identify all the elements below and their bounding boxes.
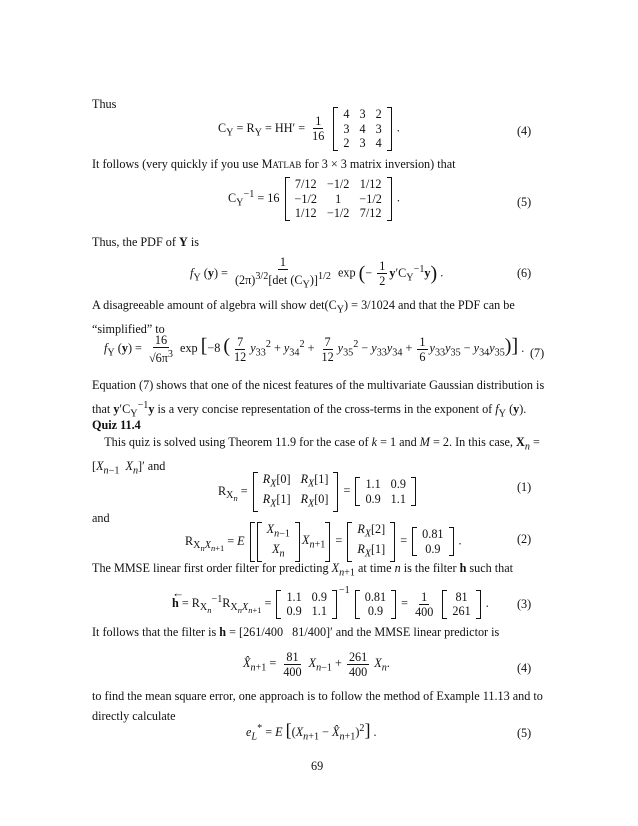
equation-filter: ← $h = R_{X_n}^{-1}R_{X_nX_{n+1}}$ = 1.1 0.9 0.9 1.1 $^{-1}$ 0.81 0.9 = $\frac{1}{400}$ 81 261 .	[172, 585, 489, 619]
equation-pdf: $f_Y$ (y) = $\frac{1}{(2\pi)^{3/2}[\det (C_Y)]^{1/2}}$ exp (− $\frac{1}{2}$ $y'C_Y^{-1}y$) .	[190, 255, 444, 291]
equation-cy: $C_Y = R_Y = HH'$ = $\frac{1}{16}$ 4 3 2 3 4 3 2 3 4 .	[218, 107, 400, 150]
equation-number: (2)	[517, 532, 532, 546]
matrix-cell: 3	[359, 136, 366, 150]
fraction: $\frac{261}{400}$	[348, 650, 368, 679]
fraction: $\frac{1}{(2\pi)^{3/2}[\det (C_Y)]^{1/2}}$	[234, 255, 331, 291]
matrix-cy-inverse	[285, 177, 392, 221]
matrix-cell: $R_X[1]$	[262, 491, 291, 510]
text-and: and	[92, 511, 110, 525]
matrix-cell: 4	[343, 107, 350, 121]
equation-number: (5)	[517, 195, 532, 209]
equation-number: (4)	[517, 661, 532, 675]
paragraph-find: to find the mean square error, one approach is to follow the method of Example 11.13 and to directly calculate	[92, 689, 543, 723]
matrix-values	[355, 590, 396, 619]
matrix-cell: 2	[343, 136, 350, 150]
matrix-cell: $R_X[1]$	[357, 541, 386, 560]
text-thus: Thus	[92, 97, 117, 111]
equation-rxn: $R_{X_n}$ = $R_X[0]$ $R_X[1]$ $R_X[1]$ $R_X[0]$ = 1.1 0.9 0.9 1.1	[218, 472, 418, 512]
fraction: $\frac{1}{16}$	[312, 114, 325, 144]
expectation-bracket: $X_{n-1}$ $X_n$ $X_{n+1}$	[250, 522, 331, 562]
matrix-result	[442, 590, 480, 619]
matrix-cell: 2	[375, 107, 382, 121]
paragraph-quiz: This quiz is solved using Theorem 11.9 for the case of k = 1 and M = 2. In this case, $X_n = [X_{n-1}$ $X_n]'$ and	[92, 435, 540, 477]
text-follows: It follows (very quickly if you use Matlab for 3 × 3 matrix inversion) that	[92, 157, 456, 171]
matrix-cell: 0.9	[390, 477, 406, 492]
matrix-cell: $R_X[0]$	[300, 491, 329, 510]
eq-lhs: $X̂_{n+1}$ =	[243, 656, 277, 674]
matrix-autocorrelation	[253, 472, 339, 512]
matrix-rx	[347, 522, 395, 562]
eq-lhs: $C_Y^{-1} = 16$	[228, 188, 280, 208]
matrix-cell: 3	[343, 121, 350, 136]
matrix-cell: 0.81	[364, 589, 387, 604]
fraction: $\frac{1}{400}$	[415, 589, 434, 619]
matrix-cell: 1.1	[390, 491, 406, 506]
matrix-cell: −1/2	[326, 206, 350, 220]
equation-simplified-pdf: $f_Y$ (y) = $\frac{16}{√6\pi^3}$ exp [−8 ( $\frac{7}{12}$ $y_{33}^2 + y_{34}^2$ + $\frac{7}{12}$ $y_{35}^2 - y_{33}y_{34}$ + $\frac{1}{6}$ $y_{33}y_{35} - y_{34}y_{35}$)] .	[104, 333, 525, 366]
matrix-cell: 1.1	[365, 477, 381, 492]
eq-lhs: $C_Y = R_Y = HH'$ =	[218, 120, 306, 138]
equation-number: (6)	[517, 266, 532, 280]
matrix-cy	[333, 107, 391, 151]
text-filter: It follows that the filter is h = [261/400 81/400]′ and the MMSE linear predictor is	[92, 625, 500, 639]
matrix-cell: 0.9	[425, 541, 441, 556]
equation-cy-inverse: $C_Y^{-1} = 16$ 7/12 −1/2 1/12 −1/2 1 −1/2 1/12 −1/2 7/12 .	[228, 177, 400, 220]
matrix-cell: 7/12	[294, 177, 317, 191]
matrix-cell: −1/2	[359, 191, 382, 206]
equation-number: (5)	[517, 726, 532, 740]
fraction: $\frac{16}{√6\pi^3}$	[148, 333, 173, 366]
matrix-cell: $R_X[2]$	[357, 522, 386, 540]
matrix-cell: 3	[375, 121, 382, 136]
text-pdf: Thus, the PDF of Y is	[92, 235, 200, 249]
paragraph-disagreeable: A disagreeable amount of algebra will show $\det(C_Y) = 3/1024$ and that the PDF can be “simplified” to	[92, 298, 515, 336]
matrix-cell: 0.9	[367, 604, 384, 619]
matrix-cell: 1.1	[286, 589, 302, 604]
equation-number: (7)	[530, 346, 545, 360]
equation-mse: $e_L^* = E$ [($X_{n+1}$ − $X̂_{n+1})^2$] .	[246, 720, 377, 743]
matrix-cell: 81	[455, 589, 468, 604]
matrix-values	[355, 477, 415, 506]
matrix-cell: 4	[359, 121, 366, 136]
matrix-cell: −1/2	[326, 177, 350, 191]
equation-number: (4)	[517, 124, 532, 138]
matrix-rxn	[276, 590, 336, 619]
eq-lhs: $R_{X_nX_{n+1}} = E$	[185, 533, 245, 554]
matrix-cell: 0.9	[365, 491, 381, 506]
eq-lhs: $R_{X_n}$ =	[218, 483, 248, 504]
matrix-cell: $X_{n-1}$	[266, 522, 290, 540]
equation-predictor: $X̂_{n+1}$ = $\frac{81}{400}$ $X_{n-1}$ + $\frac{261}{400}$ $X_n$.	[243, 650, 390, 679]
matrix-cell: −1/2	[294, 191, 317, 206]
eq-lhs: $f_Y$ (y) =	[190, 265, 228, 283]
text-mmse: The MMSE linear first order filter for predicting $X_{n+1}$ at time n is the filter h such that	[92, 561, 514, 579]
matrix-cell: $X_n$	[272, 541, 285, 560]
eq-lhs: ← $h = R_{X_n}^{-1}R_{X_nX_{n+1}}$ =	[172, 586, 272, 616]
matrix-cell: 0.81	[422, 527, 444, 542]
equation-cross-correlation: $R_{X_nX_{n+1}} = E$ $X_{n-1}$ $X_n$ $X_{n+1}$ = $R_X[2]$ $R_X[1]$ = 0.81 0.9 .	[185, 522, 462, 562]
equation-number: (1)	[517, 480, 532, 494]
quiz-title: Quiz 11.4	[92, 418, 141, 432]
page-number: 69	[311, 759, 324, 773]
matrix-cell: 3	[359, 107, 366, 121]
matrix-cell: 0.9	[286, 604, 302, 619]
matrix-cell: 4	[375, 136, 382, 150]
matrix-cell: 261	[452, 604, 471, 619]
matrix-cell: 0.9	[311, 589, 327, 604]
paragraph-equation7: Equation (7) shows that one of the nicest features of the multivariate Gaussian distribution is that $y'C_Y^{-1}y$ is a very concise representation of the cross-terms in the exponent of $f_Y$ (y).	[92, 378, 545, 419]
matrix-cell: 1.1	[311, 604, 327, 619]
eq-lhs: $f_Y$ (y) =	[104, 340, 142, 359]
matrix-cell: 7/12	[359, 206, 382, 220]
equation-number: (3)	[517, 597, 532, 611]
fraction: $\frac{81}{400}$	[283, 650, 302, 679]
matrix-cell: $R_X[1]$	[300, 472, 329, 490]
matrix-cell: $R_X[0]$	[262, 472, 291, 490]
matrix-cell: 1/12	[294, 206, 317, 220]
matrix-cell: 1	[335, 191, 342, 206]
matrix-cell: 1/12	[359, 177, 382, 191]
matrix-values	[412, 527, 453, 556]
